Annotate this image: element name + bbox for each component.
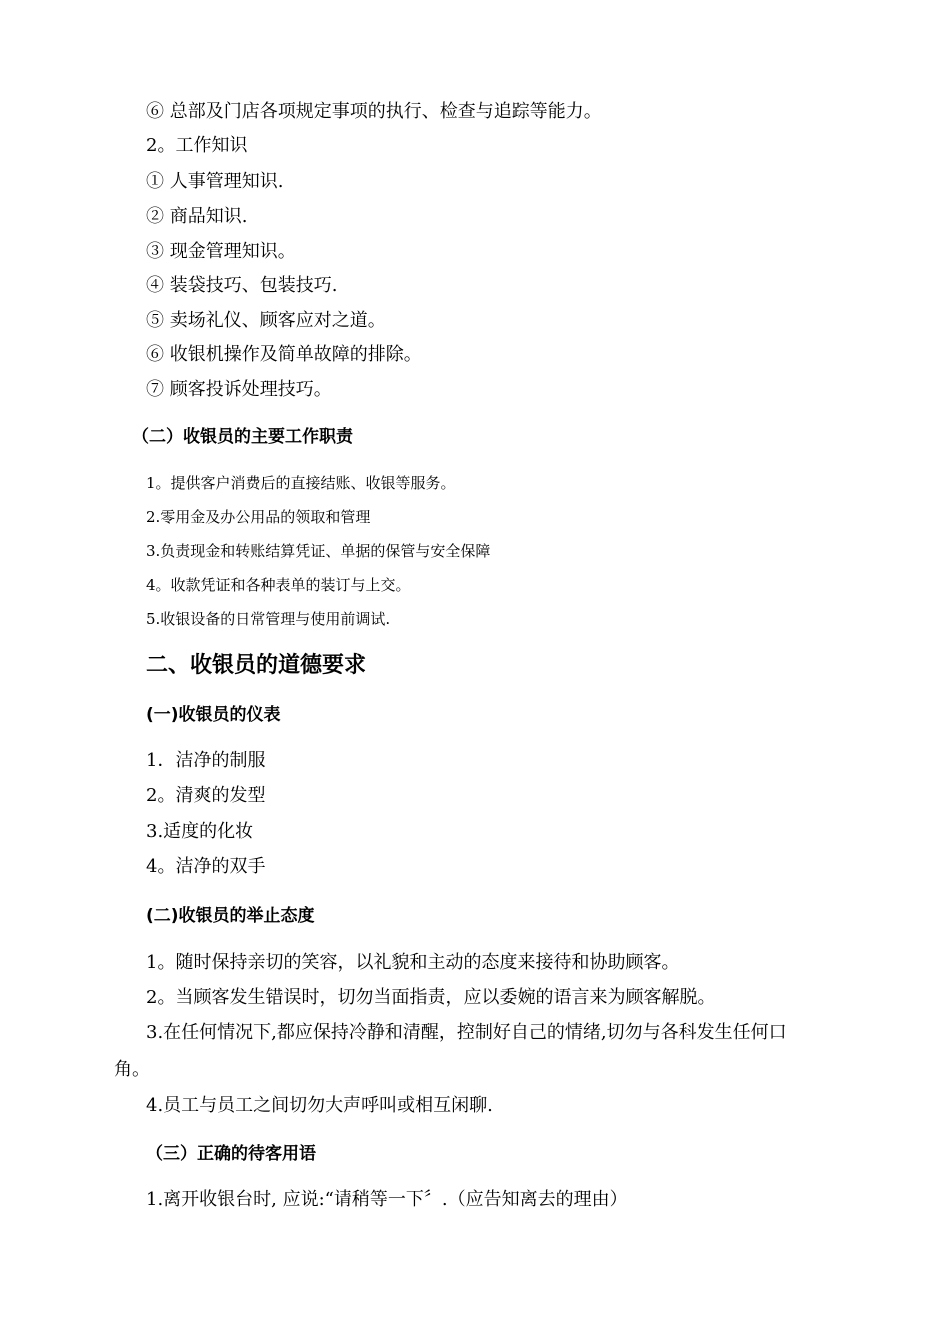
behavior-item: 4.员工与员工之间切勿大声呼叫或相互闲聊. (146, 1095, 493, 1116)
knowledge-item: ⑥ 收银机操作及简单故障的排除。 (146, 344, 422, 365)
behavior-item-continuation: 角。 (114, 1059, 150, 1080)
ability-item-6: ⑥ 总部及门店各项规定事项的执行、检查与追踪等能力。 (146, 101, 602, 122)
knowledge-item: ② 商品知识. (146, 206, 248, 227)
appearance-item: 1．洁净的制服 (146, 750, 266, 771)
appearance-item: 4。洁净的双手 (146, 856, 266, 877)
appearance-item: 2。清爽的发型 (146, 785, 266, 806)
knowledge-item: ⑦ 顾客投诉处理技巧。 (146, 379, 332, 400)
behavior-item: 2。当顾客发生错误时，切勿当面指责，应以委婉的语言来为顾客解脱。 (146, 987, 716, 1008)
phrase-item: 1.离开收银台时, 应说:“请稍等一下〞.（应告知离去的理由） (146, 1189, 628, 1210)
duty-item: 5.收银设备的日常管理与使用前调试. (146, 610, 391, 628)
behavior-item: 3.在任何情况下,都应保持冷静和清醒，控制好自己的情绪,切勿与各科发生任何口 (146, 1022, 787, 1043)
appearance-item: 3.适度的化妆 (146, 821, 254, 842)
knowledge-item: ⑤ 卖场礼仪、顾客应对之道。 (146, 310, 386, 331)
work-knowledge-title: 2。工作知识 (146, 135, 248, 156)
knowledge-item: ① 人事管理知识. (146, 171, 284, 192)
duty-item: 4。收款凭证和各种表单的装订与上交。 (146, 576, 411, 594)
duty-item: 2.零用金及办公用品的领取和管理 (146, 508, 371, 526)
appearance-heading: (一)收银员的仪表 (146, 705, 281, 725)
behavior-item: 1。随时保持亲切的笑容，以礼貌和主动的态度来接待和协助顾客。 (146, 952, 680, 973)
duties-heading: （二）收银员的主要工作职责 (132, 427, 353, 447)
behavior-heading: (二)收银员的举止态度 (146, 906, 315, 926)
duty-item: 1。提供客户消费后的直接结账、收银等服务。 (146, 474, 456, 492)
knowledge-item: ④ 装袋技巧、包装技巧. (146, 275, 338, 296)
phrases-heading: （三）正确的待客用语 (146, 1144, 316, 1164)
knowledge-item: ③ 现金管理知识。 (146, 241, 296, 262)
ethics-heading: 二、收银员的道德要求 (146, 653, 367, 678)
duty-item: 3.负责现金和转账结算凭证、单据的保管与安全保障 (146, 542, 491, 560)
